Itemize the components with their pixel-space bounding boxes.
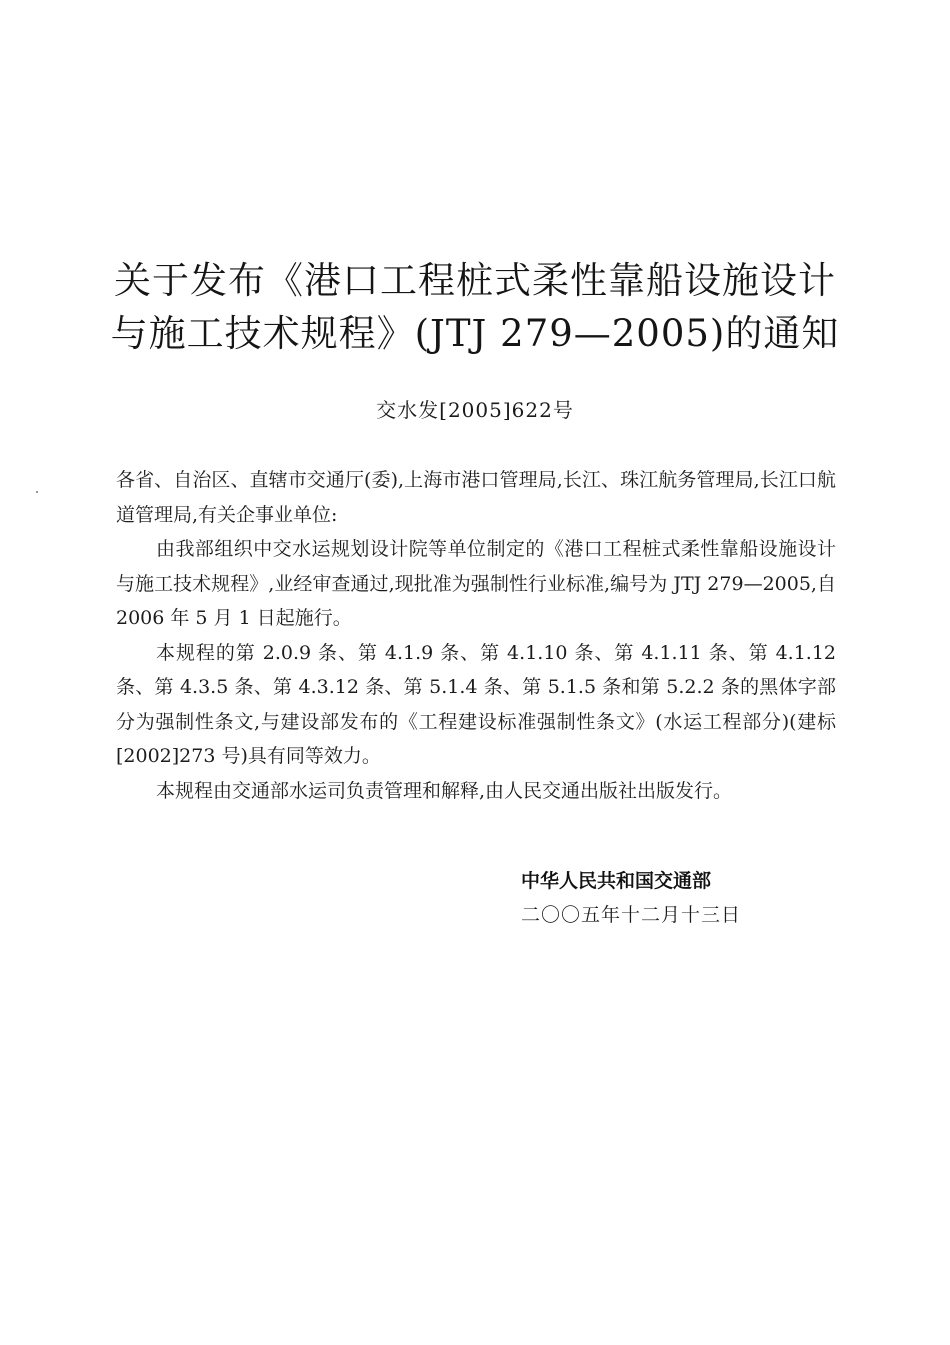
signing-date: 二〇〇五年十二月十三日 xyxy=(521,904,742,926)
signing-organization: 中华人民共和国交通部 xyxy=(521,870,712,892)
paragraph-approval: 由我部组织中交水运规划设计院等单位制定的《港口工程桩式柔性靠船设施设计与施工技术规程》,业经审查通过,现批准为强制性行业标准,编号为 JTJ 279—2005,自 2006 年 5 月 1 日起施行。 xyxy=(116,538,836,629)
document-number: 交水发[2005]622号 xyxy=(376,398,574,422)
paragraph-management: 本规程由交通部水运司负责管理和解释,由人民交通出版社出版发行。 xyxy=(156,779,733,802)
scan-speck xyxy=(36,491,38,493)
notice-title-line-1: 关于发布《港口工程桩式柔性靠船设施设计 xyxy=(114,259,836,302)
notice-title-line-2: 与施工技术规程》(JTJ 279—2005)的通知 xyxy=(110,312,840,355)
addressee: 各省、自治区、直辖市交通厅(委),上海市港口管理局,长江、珠江航务管理局,长江口航道管理局,有关企事业单位: xyxy=(116,469,836,526)
notice-body xyxy=(116,463,836,808)
paragraph-mandatory-clauses: 本规程的第 2.0.9 条、第 4.1.9 条、第 4.1.10 条、第 4.1.11 条、第 4.1.12 条、第 4.3.5 条、第 4.3.12 条、第 5.1.4 条、第 5.1.5 条和第 5.2.2 条的黑体字部分为强制性条文,与建设部发布的《工程建设标准强制性条文》(水运工程部分)(建标[2002]273 号)具有同等效力。 xyxy=(116,641,836,767)
